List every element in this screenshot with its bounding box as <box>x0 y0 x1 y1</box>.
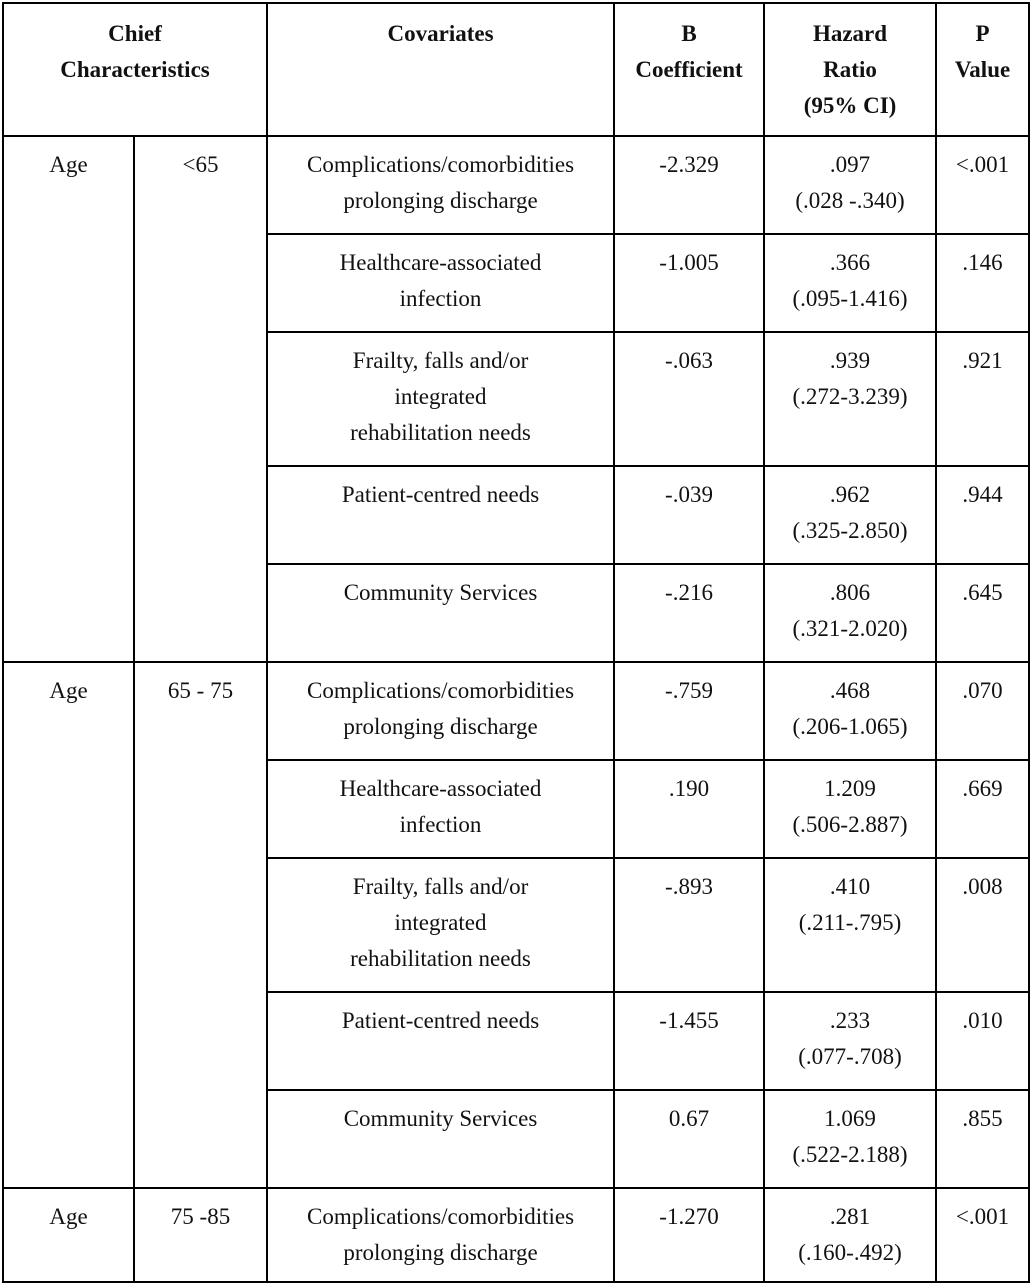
covariate-cell <box>267 136 614 234</box>
hazard-ratio-cell <box>764 466 936 564</box>
group-label-cell: Age <box>3 136 134 662</box>
hazard-ratio-line: 1.209 <box>824 776 876 801</box>
header-covariates <box>267 3 614 136</box>
header-chief-line: Chief <box>108 21 162 46</box>
covariate-line: rehabilitation needs <box>350 946 531 971</box>
header-hr-line: Ratio <box>823 57 877 82</box>
covariate-line: Community Services <box>343 580 538 605</box>
hazard-ratio-cell <box>764 234 936 332</box>
p-value-cell: .010 <box>936 992 1029 1090</box>
hazard-ratio-line: (.206-1.065) <box>792 714 908 739</box>
b-coefficient-cell: -2.329 <box>614 136 764 234</box>
table-row <box>3 1188 1029 1282</box>
header-p-line: Value <box>954 57 1011 82</box>
covariate-line: Patient-centred needs <box>341 482 540 507</box>
covariate-line: Complications/comorbidities <box>307 678 575 703</box>
hazard-ratio-line: (.506-2.887) <box>792 812 908 837</box>
results-table <box>2 2 1030 1283</box>
covariate-line: infection <box>399 812 482 837</box>
hazard-ratio-cell <box>764 136 936 234</box>
b-coefficient-cell: 0.67 <box>614 1090 764 1188</box>
b-coefficient-cell: -1.270 <box>614 1188 764 1282</box>
covariate-line: rehabilitation needs <box>350 420 531 445</box>
p-value-cell: .146 <box>936 234 1029 332</box>
b-coefficient-cell: .190 <box>614 760 764 858</box>
header-hr-line: Hazard <box>812 21 888 46</box>
table-body <box>3 136 1029 1282</box>
header-covariates-line: Covariates <box>387 21 494 46</box>
p-value-cell: .921 <box>936 332 1029 466</box>
covariate-cell <box>267 332 614 466</box>
hazard-ratio-line: .281 <box>829 1204 871 1229</box>
covariate-cell <box>267 564 614 662</box>
hazard-ratio-line: .468 <box>829 678 871 703</box>
p-value-cell: .669 <box>936 760 1029 858</box>
hazard-ratio-cell <box>764 564 936 662</box>
covariate-cell <box>267 760 614 858</box>
table-row <box>3 136 1029 234</box>
hazard-ratio-line: .366 <box>829 250 871 275</box>
header-b-line: Coefficient <box>635 57 743 82</box>
hazard-ratio-line: (.272-3.239) <box>792 384 908 409</box>
hazard-ratio-line: (.028 -.340) <box>795 188 905 213</box>
covariate-line: prolonging discharge <box>343 1240 538 1265</box>
hazard-ratio-line: (.077-.708) <box>798 1044 902 1069</box>
b-coefficient-cell: -.759 <box>614 662 764 760</box>
covariate-line: Healthcare-associated <box>339 250 542 275</box>
header-b-line: B <box>681 21 697 46</box>
header-hazard-ratio <box>764 3 936 136</box>
covariate-line: infection <box>399 286 482 311</box>
covariate-line: integrated <box>394 384 487 409</box>
covariate-line: Complications/comorbidities <box>307 1204 575 1229</box>
header-row <box>3 3 1029 136</box>
b-coefficient-cell: -.216 <box>614 564 764 662</box>
covariate-cell <box>267 992 614 1090</box>
table-row <box>3 662 1029 760</box>
covariate-line: Healthcare-associated <box>339 776 542 801</box>
p-value-cell: .008 <box>936 858 1029 992</box>
hazard-ratio-line: (.522-2.188) <box>792 1142 908 1167</box>
hazard-ratio-cell <box>764 1090 936 1188</box>
covariate-cell <box>267 858 614 992</box>
hazard-ratio-line: 1.069 <box>824 1106 876 1131</box>
covariate-cell <box>267 466 614 564</box>
covariate-line: Patient-centred needs <box>341 1008 540 1033</box>
p-value-cell: <.001 <box>936 1188 1029 1282</box>
b-coefficient-cell: -1.005 <box>614 234 764 332</box>
header-p-line: P <box>975 21 990 46</box>
covariate-line: Complications/comorbidities <box>307 152 575 177</box>
hazard-ratio-cell <box>764 992 936 1090</box>
p-value-cell: .070 <box>936 662 1029 760</box>
hazard-ratio-line: (.095-1.416) <box>792 286 908 311</box>
covariate-line: integrated <box>394 910 487 935</box>
header-chief-characteristics <box>3 3 267 136</box>
p-value-cell: .645 <box>936 564 1029 662</box>
group-range-cell: <65 <box>134 136 267 662</box>
hazard-ratio-line: .410 <box>829 874 871 899</box>
b-coefficient-cell: -1.455 <box>614 992 764 1090</box>
hazard-ratio-cell <box>764 760 936 858</box>
hazard-ratio-cell <box>764 858 936 992</box>
covariate-cell <box>267 1090 614 1188</box>
covariate-cell <box>267 662 614 760</box>
hazard-ratio-line: .962 <box>829 482 871 507</box>
hazard-ratio-line: (.325-2.850) <box>792 518 908 543</box>
hazard-ratio-cell <box>764 332 936 466</box>
hazard-ratio-line: .806 <box>829 580 871 605</box>
hazard-ratio-line: (.160-.492) <box>798 1240 902 1265</box>
p-value-cell: <.001 <box>936 136 1029 234</box>
hazard-ratio-line: (.321-2.020) <box>792 616 908 641</box>
header-hr-line: (95% CI) <box>803 93 897 118</box>
hazard-ratio-line: .233 <box>829 1008 871 1033</box>
b-coefficient-cell: -.063 <box>614 332 764 466</box>
covariate-cell <box>267 234 614 332</box>
group-range-cell: 75 -85 <box>134 1188 267 1282</box>
hazard-ratio-line: .939 <box>829 348 871 373</box>
b-coefficient-cell: -.039 <box>614 466 764 564</box>
group-label-cell: Age <box>3 662 134 1188</box>
header-p-value <box>936 3 1029 136</box>
header-b-coefficient <box>614 3 764 136</box>
covariate-line: prolonging discharge <box>343 188 538 213</box>
group-label-cell: Age <box>3 1188 134 1282</box>
p-value-cell: .855 <box>936 1090 1029 1188</box>
covariate-line: Frailty, falls and/or <box>352 348 529 373</box>
header-chief-line: Characteristics <box>60 57 210 82</box>
group-range-cell: 65 - 75 <box>134 662 267 1188</box>
covariate-line: prolonging discharge <box>343 714 538 739</box>
covariate-line: Frailty, falls and/or <box>352 874 529 899</box>
covariate-cell <box>267 1188 614 1282</box>
hazard-ratio-line: .097 <box>829 152 871 177</box>
covariate-line: Community Services <box>343 1106 538 1131</box>
b-coefficient-cell: -.893 <box>614 858 764 992</box>
p-value-cell: .944 <box>936 466 1029 564</box>
hazard-ratio-cell <box>764 1188 936 1282</box>
hazard-ratio-line: (.211-.795) <box>798 910 902 935</box>
hazard-ratio-cell <box>764 662 936 760</box>
